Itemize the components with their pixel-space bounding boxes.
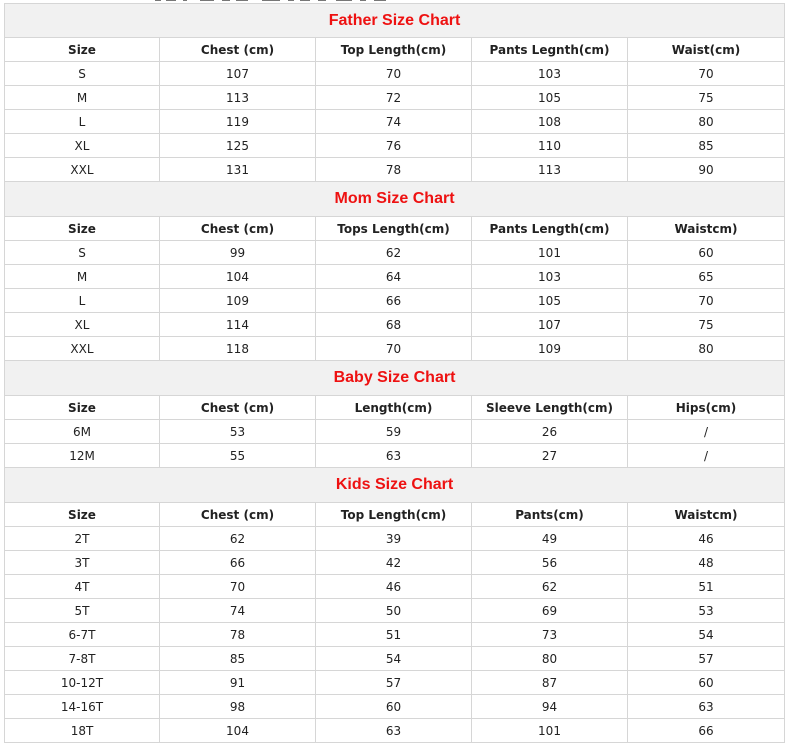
table-cell: 3T xyxy=(5,551,160,575)
table-cell: 63 xyxy=(628,695,785,719)
table-cell: 5T xyxy=(5,599,160,623)
column-header: Top Length(cm) xyxy=(316,38,472,62)
table-row xyxy=(5,527,785,551)
table-cell: 62 xyxy=(472,575,628,599)
table-cell: 70 xyxy=(628,62,785,86)
table-cell: S xyxy=(5,62,160,86)
column-header: Size xyxy=(5,38,160,62)
table-cell: M xyxy=(5,265,160,289)
table-cell: 70 xyxy=(316,337,472,361)
table-cell: 51 xyxy=(316,623,472,647)
table-cell: 104 xyxy=(160,719,316,743)
table-cell: 51 xyxy=(628,575,785,599)
column-header: Chest (cm) xyxy=(160,396,316,420)
table-cell: 42 xyxy=(316,551,472,575)
table-cell: 101 xyxy=(472,719,628,743)
table-cell: 75 xyxy=(628,86,785,110)
table-row xyxy=(5,158,785,182)
table-cell: 54 xyxy=(316,647,472,671)
table-cell: 110 xyxy=(472,134,628,158)
table-cell: 62 xyxy=(160,527,316,551)
table-cell: 6M xyxy=(5,420,160,444)
table-cell: 108 xyxy=(472,110,628,134)
table-row xyxy=(5,313,785,337)
table-cell: 70 xyxy=(316,62,472,86)
table-row xyxy=(5,337,785,361)
table-cell: 50 xyxy=(316,599,472,623)
table-cell: 39 xyxy=(316,527,472,551)
table-cell: 48 xyxy=(628,551,785,575)
table-cell: / xyxy=(628,420,785,444)
table-cell: 12M xyxy=(5,444,160,468)
column-header: Top Length(cm) xyxy=(316,503,472,527)
table-cell: 76 xyxy=(316,134,472,158)
table-row xyxy=(5,420,785,444)
table-cell: 105 xyxy=(472,86,628,110)
father-size-chart-header-row xyxy=(5,38,785,62)
table-cell: 103 xyxy=(472,62,628,86)
table-cell: 14-16T xyxy=(5,695,160,719)
table-cell: 85 xyxy=(160,647,316,671)
table-cell: 105 xyxy=(472,289,628,313)
table-cell: 104 xyxy=(160,265,316,289)
table-cell: 53 xyxy=(628,599,785,623)
father-size-chart-title: Father Size Chart xyxy=(5,4,785,38)
table-cell: 94 xyxy=(472,695,628,719)
column-header: Sleeve Length(cm) xyxy=(472,396,628,420)
column-header: Chest (cm) xyxy=(160,503,316,527)
table-cell: 66 xyxy=(316,289,472,313)
mom-size-chart-title-row xyxy=(5,182,785,217)
table-cell: 65 xyxy=(628,265,785,289)
table-row xyxy=(5,134,785,158)
table-cell: 6-7T xyxy=(5,623,160,647)
table-cell: 78 xyxy=(316,158,472,182)
baby-size-chart-title-row xyxy=(5,361,785,396)
table-row xyxy=(5,110,785,134)
baby-size-chart-title: Baby Size Chart xyxy=(5,361,785,396)
table-cell: 18T xyxy=(5,719,160,743)
table-cell: 57 xyxy=(628,647,785,671)
table-cell: 80 xyxy=(472,647,628,671)
table-cell: 70 xyxy=(628,289,785,313)
size-chart-table xyxy=(4,3,785,743)
table-row xyxy=(5,575,785,599)
table-cell: XXL xyxy=(5,337,160,361)
table-cell: 56 xyxy=(472,551,628,575)
baby-size-chart-header-row xyxy=(5,396,785,420)
table-cell: 54 xyxy=(628,623,785,647)
table-cell: 66 xyxy=(160,551,316,575)
table-cell: 80 xyxy=(628,337,785,361)
table-cell: 85 xyxy=(628,134,785,158)
table-cell: 90 xyxy=(628,158,785,182)
table-row xyxy=(5,62,785,86)
table-cell: 10-12T xyxy=(5,671,160,695)
mom-size-chart-header-row xyxy=(5,217,785,241)
column-header: Waist(cm) xyxy=(628,38,785,62)
column-header: Pants Length(cm) xyxy=(472,217,628,241)
column-header: Size xyxy=(5,396,160,420)
table-row xyxy=(5,241,785,265)
table-cell: 113 xyxy=(160,86,316,110)
table-cell: 63 xyxy=(316,719,472,743)
table-cell: 74 xyxy=(160,599,316,623)
table-cell: / xyxy=(628,444,785,468)
column-header: Size xyxy=(5,217,160,241)
table-cell: 73 xyxy=(472,623,628,647)
table-cell: M xyxy=(5,86,160,110)
table-cell: S xyxy=(5,241,160,265)
table-cell: 55 xyxy=(160,444,316,468)
table-cell: 131 xyxy=(160,158,316,182)
table-cell: 63 xyxy=(316,444,472,468)
table-cell: 114 xyxy=(160,313,316,337)
table-cell: 62 xyxy=(316,241,472,265)
table-cell: 59 xyxy=(316,420,472,444)
table-row xyxy=(5,86,785,110)
table-cell: L xyxy=(5,110,160,134)
table-cell: 60 xyxy=(316,695,472,719)
mom-size-chart-title: Mom Size Chart xyxy=(5,182,785,217)
table-cell: 75 xyxy=(628,313,785,337)
column-header: Pants Legnth(cm) xyxy=(472,38,628,62)
column-header: Hips(cm) xyxy=(628,396,785,420)
table-cell: 125 xyxy=(160,134,316,158)
table-cell: 91 xyxy=(160,671,316,695)
table-cell: 26 xyxy=(472,420,628,444)
table-row xyxy=(5,719,785,743)
table-row xyxy=(5,647,785,671)
table-cell: 78 xyxy=(160,623,316,647)
column-header: Size xyxy=(5,503,160,527)
kids-size-chart-title-row xyxy=(5,468,785,503)
table-cell: 49 xyxy=(472,527,628,551)
table-cell: 64 xyxy=(316,265,472,289)
table-cell: 87 xyxy=(472,671,628,695)
table-row xyxy=(5,695,785,719)
kids-size-chart-title: Kids Size Chart xyxy=(5,468,785,503)
column-header: Pants(cm) xyxy=(472,503,628,527)
column-header: Waistcm) xyxy=(628,503,785,527)
father-size-chart-title-row xyxy=(5,4,785,38)
table-cell: XXL xyxy=(5,158,160,182)
table-cell: 4T xyxy=(5,575,160,599)
column-header: Tops Length(cm) xyxy=(316,217,472,241)
table-cell: 60 xyxy=(628,671,785,695)
table-cell: 98 xyxy=(160,695,316,719)
column-header: Waistcm) xyxy=(628,217,785,241)
table-cell: 57 xyxy=(316,671,472,695)
table-cell: 53 xyxy=(160,420,316,444)
table-cell: 109 xyxy=(472,337,628,361)
table-cell: XL xyxy=(5,313,160,337)
table-row xyxy=(5,265,785,289)
table-cell: 118 xyxy=(160,337,316,361)
table-cell: 66 xyxy=(628,719,785,743)
table-cell: 72 xyxy=(316,86,472,110)
table-cell: 107 xyxy=(472,313,628,337)
size-chart-body xyxy=(5,4,785,743)
table-cell: 60 xyxy=(628,241,785,265)
column-header: Chest (cm) xyxy=(160,38,316,62)
column-header: Chest (cm) xyxy=(160,217,316,241)
table-cell: XL xyxy=(5,134,160,158)
table-row xyxy=(5,623,785,647)
table-cell: 80 xyxy=(628,110,785,134)
table-cell: 74 xyxy=(316,110,472,134)
table-cell: 46 xyxy=(316,575,472,599)
table-cell: 109 xyxy=(160,289,316,313)
table-cell: 107 xyxy=(160,62,316,86)
table-row xyxy=(5,671,785,695)
table-cell: 119 xyxy=(160,110,316,134)
table-row xyxy=(5,551,785,575)
table-cell: 103 xyxy=(472,265,628,289)
column-header: Length(cm) xyxy=(316,396,472,420)
table-row xyxy=(5,444,785,468)
table-cell: 46 xyxy=(628,527,785,551)
table-cell: 68 xyxy=(316,313,472,337)
table-cell: 2T xyxy=(5,527,160,551)
table-cell: 70 xyxy=(160,575,316,599)
table-cell: 27 xyxy=(472,444,628,468)
table-cell: 101 xyxy=(472,241,628,265)
table-cell: 7-8T xyxy=(5,647,160,671)
kids-size-chart-header-row xyxy=(5,503,785,527)
table-cell: L xyxy=(5,289,160,313)
table-row xyxy=(5,599,785,623)
table-cell: 69 xyxy=(472,599,628,623)
table-row xyxy=(5,289,785,313)
table-cell: 99 xyxy=(160,241,316,265)
table-cell: 113 xyxy=(472,158,628,182)
